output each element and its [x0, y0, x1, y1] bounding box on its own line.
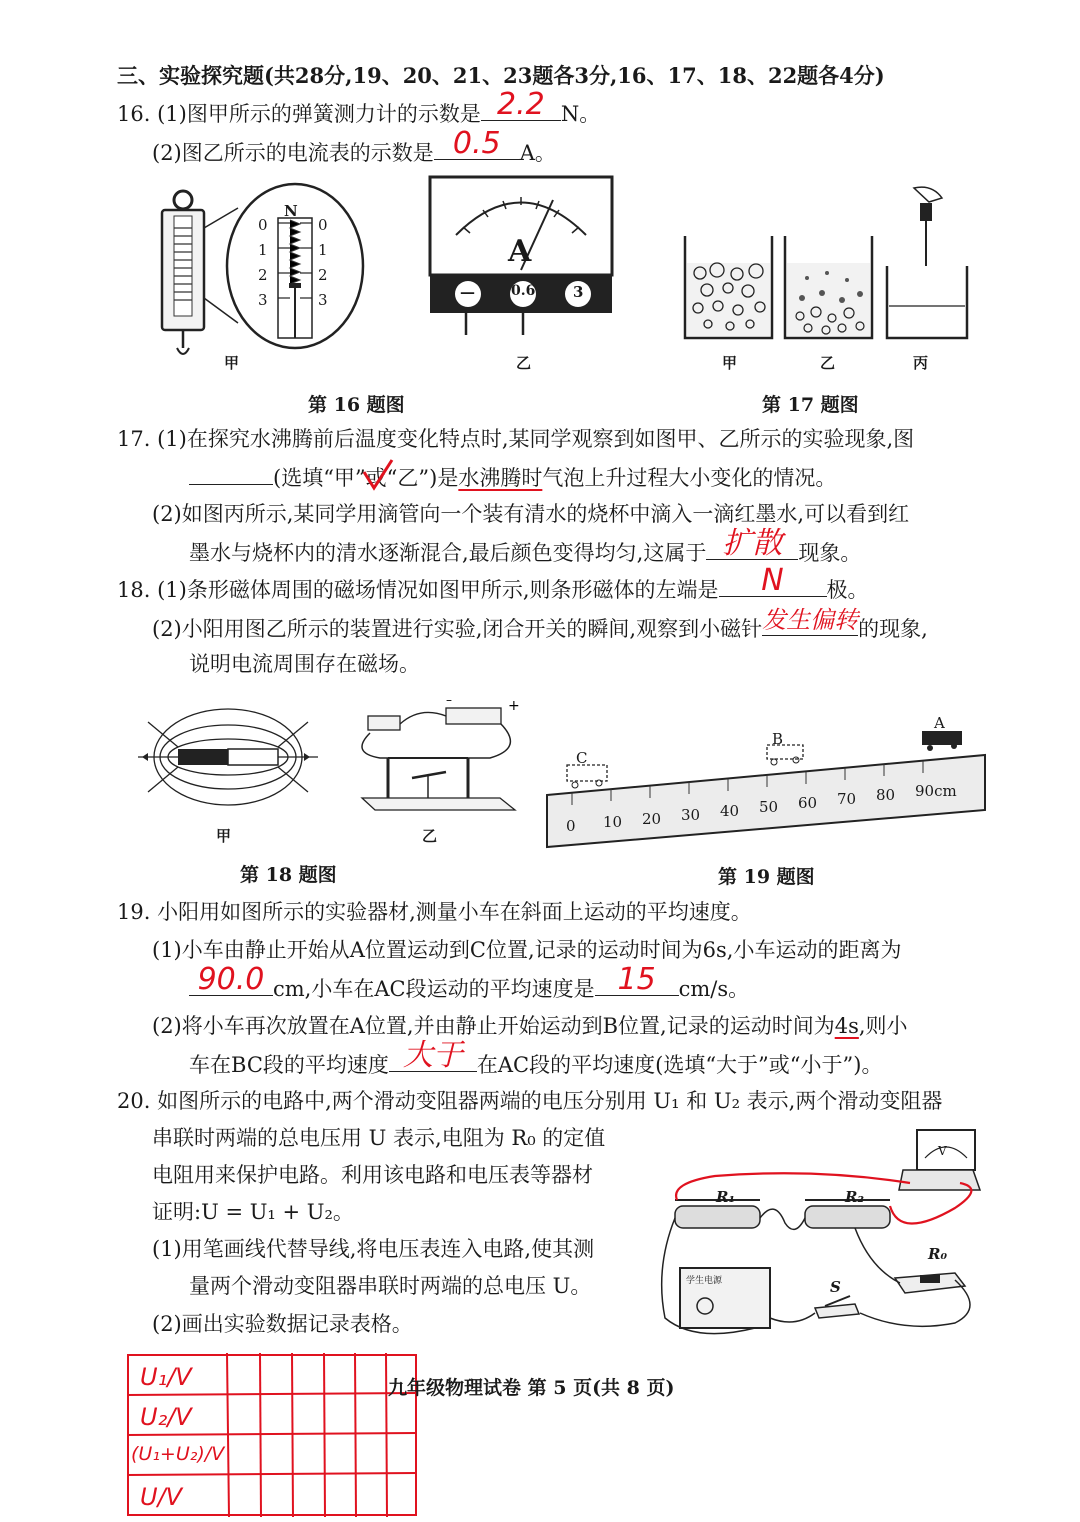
ruler-tick-30: 30: [681, 806, 701, 824]
car-label-c: C: [576, 749, 588, 767]
q20-line5: (1)用笔画线代替导线,将电压表连入电路,使其测: [152, 1237, 595, 1261]
ruler-tick-60: 60: [798, 794, 818, 812]
fig18-caption: 第 18 题图: [240, 864, 337, 886]
table-row-label-u1: U₁/V: [140, 1363, 192, 1391]
ruler-tick-0: 0: [566, 817, 576, 835]
q18-p2-blank[interactable]: [762, 606, 859, 636]
ammeter-terminal-3: 3: [573, 283, 584, 301]
circuit-label-r0: R₀: [928, 1245, 948, 1263]
ruler-tick-20: 20: [642, 810, 662, 828]
table-row-label-u2: U₂/V: [140, 1403, 192, 1431]
q18-part2: [152, 606, 928, 643]
q17-p1-underlined: 水沸腾时: [458, 466, 543, 490]
check-mark-icon: [360, 458, 396, 492]
q17-p2-text: 墨水与烧杯内的清水逐渐混合,最后颜色变得均匀,这属于: [189, 541, 707, 565]
q19-p2-blank[interactable]: [389, 1038, 477, 1073]
fig17-label-bing: 丙: [913, 354, 929, 372]
q20-line4: 证明:U = U₁ + U₂。: [152, 1200, 354, 1224]
q19-intro: 19. 小阳用如图所示的实验器材,测量小车在斜面上运动的平均速度。: [117, 900, 752, 924]
q17-part1-line1: 17. (1)在探究水沸腾前后温度变化特点时,某同学观察到如图甲、乙所示的实验现象,图: [117, 427, 915, 451]
q16-p2-unit: A。: [519, 141, 556, 165]
gauge-num-2-left: 2: [258, 266, 268, 284]
q17-part1-line2: [189, 462, 836, 492]
gauge-num-2-right: 2: [318, 266, 328, 284]
q19-p2b-tail: 在AC段的平均速度(选填“大于”或“小于”)。: [476, 1053, 883, 1077]
table-row-label-u1u2: (U₁+U₂)/V: [131, 1443, 225, 1465]
fig16-caption: 第 16 题图: [308, 394, 405, 416]
gauge-num-1-left: 1: [258, 241, 268, 259]
psu-label: 学生电源: [686, 1276, 723, 1286]
q16-p1-unit: N。: [560, 102, 601, 126]
q18-p1-blank[interactable]: [719, 563, 827, 598]
q16-p1-answer: 2.2: [496, 87, 545, 122]
gauge-num-0-right: 0: [318, 216, 328, 234]
q16-p2-text: (2)图乙所示的电流表的示数是: [152, 141, 434, 165]
q17-p1-tail: 气泡上升过程大小变化的情况。: [542, 466, 837, 490]
svg-text:+: +: [508, 698, 520, 714]
q17-p2-blank[interactable]: [706, 526, 798, 561]
ammeter-terminal-06: 0.6: [511, 283, 536, 299]
circuit-label-s: S: [830, 1278, 841, 1296]
ruler-tick-70: 70: [837, 790, 857, 808]
q18-part1: [117, 563, 869, 604]
q20-line3: 电阻用来保护电路。利用该电路和电压表等器材: [152, 1163, 593, 1187]
q16-p1-text: 16. (1)图甲所示的弹簧测力计的示数是: [117, 102, 481, 126]
q19-p2-answer: 大于: [402, 1038, 463, 1073]
q20-line2: 串联时两端的总电压用 U 表示,电阻为 R₀ 的定值: [152, 1126, 606, 1150]
svg-text:–: –: [446, 693, 452, 707]
fig17-caption: 第 17 题图: [762, 394, 859, 416]
q18-p2-text: (2)小阳用图乙所示的装置进行实验,闭合开关的瞬间,观察到小磁针: [152, 617, 763, 641]
page-footer: 九年级物理试卷 第 5 页(共 8 页): [388, 1377, 675, 1399]
fig16-label-yi: 乙: [516, 354, 532, 372]
q19-p2b-text: 车在BC段的平均速度: [189, 1053, 389, 1077]
magnet-field-figure: [138, 702, 318, 820]
q19-p1-blank2[interactable]: [595, 962, 679, 997]
gauge-num-0-left: 0: [258, 216, 268, 234]
q19-p2-text: (2)将小车再次放置在A位置,并由静止开始运动到B位置,记录的运动时间为: [152, 1014, 835, 1038]
q16-p1-blank[interactable]: [481, 87, 561, 122]
circuit-label-r1: R₁: [716, 1188, 736, 1206]
q17-p1-choice-text: (选填“甲”或“乙”)是: [273, 466, 459, 490]
q17-p1-blank[interactable]: [189, 462, 273, 485]
gauge-num-1-right: 1: [318, 241, 328, 259]
q18-p2-tail: 的现象,: [858, 617, 928, 641]
oersted-figure: [350, 693, 525, 818]
gauge-num-3-right: 3: [318, 291, 328, 309]
q20-line1: 20. 如图所示的电路中,两个滑动变阻器两端的电压分别用 U₁ 和 U₂ 表示,两个滑动变阻器: [117, 1089, 943, 1113]
q19-p1-unit: cm/s。: [678, 977, 750, 1001]
q19-p1-answer2: 15: [617, 962, 656, 997]
fig18-label-jia: 甲: [216, 827, 232, 845]
section-title: 三、实验探究题(共28分,19、20、21、23题各3分,16、17、18、22题各4分): [117, 63, 885, 88]
q16-p2-answer: 0.5: [452, 126, 501, 161]
gauge-n-label: N: [284, 202, 298, 220]
ammeter-terminal-neg: —: [460, 283, 475, 301]
q17-p2-answer: 扩散: [722, 526, 783, 561]
q17-part2-line1: (2)如图丙所示,某同学用滴管向一个装有清水的烧杯中滴入一滴红墨水,可以看到红: [152, 502, 910, 526]
car-label-a: A: [934, 714, 945, 732]
ruler-tick-40: 40: [720, 802, 740, 820]
q18-p1-answer: N: [761, 563, 784, 598]
q19-p1-answer1: 90.0: [197, 962, 265, 997]
q16-part1: [117, 87, 601, 128]
voltmeter-v-label: V: [938, 1144, 947, 1158]
table-row-label-u: U/V: [140, 1483, 183, 1511]
circuit-label-r2: R₂: [845, 1188, 865, 1206]
q19-p1-mid: cm,小车在AC段运动的平均速度是: [273, 977, 595, 1001]
fig19-caption: 第 19 题图: [718, 866, 815, 888]
fig17-label-yi: 乙: [820, 354, 836, 372]
gauge-num-3-left: 3: [258, 291, 268, 309]
q20-line7: (2)画出实验数据记录表格。: [152, 1312, 413, 1336]
q19-p2-underlined: 4s: [834, 1014, 859, 1038]
q17-p2-tail: 现象。: [798, 541, 862, 565]
q18-p2-answer: 发生偏转: [762, 606, 859, 634]
q19-part2-line2: [189, 1038, 883, 1079]
q19-part1-line2: [189, 962, 750, 1003]
fig17-label-jia: 甲: [722, 354, 738, 372]
q19-part2-line1: [152, 1012, 908, 1040]
car-label-b: B: [772, 730, 784, 748]
q19-p1-blank1[interactable]: [189, 962, 273, 997]
q16-part2: [152, 126, 556, 167]
fig16-label-jia: 甲: [224, 354, 240, 372]
ruler-tick-80: 80: [876, 786, 896, 804]
ruler-tick-10: 10: [603, 813, 623, 831]
beakers-figure: [682, 188, 972, 343]
q16-p2-blank[interactable]: [434, 126, 520, 161]
q20-line6: 量两个滑动变阻器串联时两端的总电压 U。: [189, 1274, 592, 1298]
q18-part2-line2: 说明电流周围存在磁场。: [189, 652, 420, 676]
q19-p2-tail: ,则小: [858, 1014, 908, 1038]
q19-part1-line1: (1)小车由静止开始从A位置运动到C位置,记录的运动时间为6s,小车运动的距离为: [152, 938, 902, 962]
fig18-label-yi: 乙: [422, 827, 438, 845]
circuit-figure: [655, 1128, 980, 1340]
q18-p1-unit: 极。: [826, 578, 869, 602]
q18-p1-text: 18. (1)条形磁体周围的磁场情况如图甲所示,则条形磁体的左端是: [117, 578, 719, 602]
ruler-tick-50: 50: [759, 798, 779, 816]
ruler-tick-90cm: 90cm: [915, 782, 957, 800]
ammeter-a-label: A: [508, 234, 532, 269]
